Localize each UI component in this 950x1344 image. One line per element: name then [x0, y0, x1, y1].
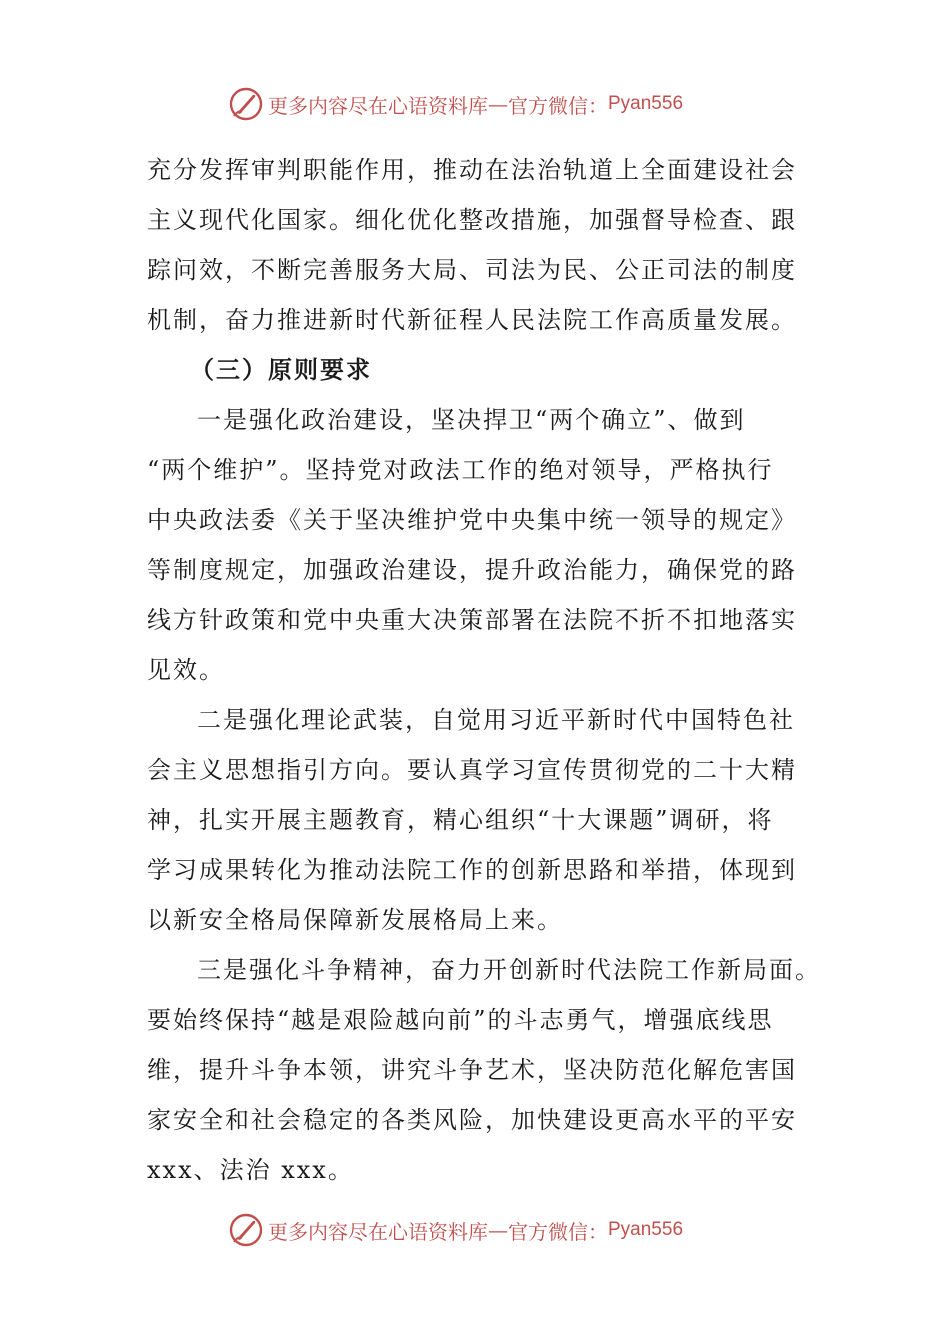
body-line: 三是强化斗争精神，奋力开创新时代法院工作新局面。: [197, 956, 821, 984]
watermark-separator: —: [488, 92, 508, 116]
section-heading: （三）原则要求: [190, 356, 372, 384]
watermark-handle: Pyan556: [608, 1219, 684, 1240]
watermark-label: 官方微信：: [508, 1219, 608, 1244]
body-line: 踪问效，不断完善服务大局、司法为民、公正司法的制度: [147, 256, 797, 284]
body-line: 二是强化理论武装，自觉用习近平新时代中国特色社: [197, 706, 795, 734]
quill-logo-icon: [228, 86, 264, 122]
watermark-handle: Pyan556: [608, 93, 684, 114]
quill-logo-icon: [228, 1212, 264, 1248]
body-line: 等制度规定，加强政治建设，提升政治能力，确保党的路: [147, 556, 797, 584]
body-line: 学习成果转化为推动法院工作的创新思路和举措，体现到: [147, 856, 797, 884]
watermark-separator: —: [488, 1218, 508, 1242]
watermark-banner-top: [228, 84, 683, 124]
body-line: 主义现代化国家。细化优化整改措施，加强督导检查、跟: [147, 206, 797, 234]
body-line: 见效。: [147, 656, 225, 684]
body-line: 家安全和社会稳定的各类风险，加快建设更高水平的平安: [147, 1106, 797, 1134]
body-line: “两个维护”。坚持党对政法工作的绝对领导，严格执行: [147, 456, 774, 484]
body-line: 神，扎实开展主题教育，精心组织“十大课题”调研，将: [147, 806, 774, 834]
watermark-banner-bottom: [228, 1210, 683, 1250]
body-line: 线方针政策和党中央重大决策部署在法院不折不扣地落实: [147, 606, 797, 634]
body-line: 以新安全格局保障新发展格局上来。: [147, 906, 563, 934]
body-line: 充分发挥审判职能作用，推动在法治轨道上全面建设社会: [147, 156, 797, 184]
body-line: 会主义思想指引方向。要认真学习宣传贯彻党的二十大精: [147, 756, 797, 784]
body-line: xxx、法治 xxx。: [147, 1156, 354, 1184]
watermark-text: 更多内容尽在心语资料库: [268, 1219, 488, 1244]
body-line: 机制，奋力推进新时代新征程人民法院工作高质量发展。: [147, 306, 797, 334]
body-line: 要始终保持“越是艰险越向前”的斗志勇气，增强底线思: [147, 1006, 774, 1034]
body-line: 一是强化政治建设，坚决捍卫“两个确立”、做到: [197, 406, 746, 434]
body-line: 维，提升斗争本领，讲究斗争艺术，坚决防范化解危害国: [147, 1056, 797, 1084]
watermark-label: 官方微信：: [508, 93, 608, 118]
watermark-text: 更多内容尽在心语资料库: [268, 93, 488, 118]
body-line: 中央政法委《关于坚决维护党中央集中统一领导的规定》: [147, 506, 797, 534]
